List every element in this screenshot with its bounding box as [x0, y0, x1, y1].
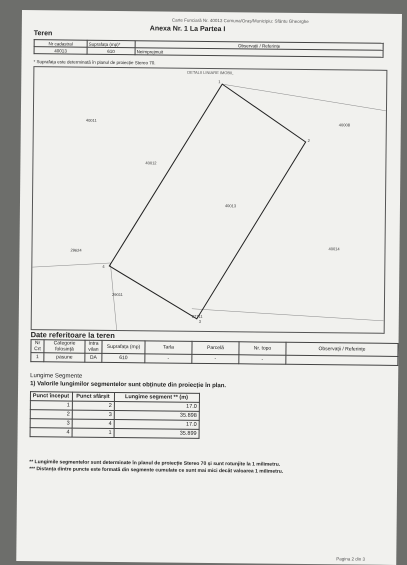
- header-punct-sfarsit: Punct sfârșit: [72, 392, 114, 401]
- document-page: [16, 10, 402, 565]
- parcel-label-40008: 40008: [338, 122, 350, 128]
- segment-end: 1: [72, 428, 114, 437]
- parcel-label-40011: 40011: [85, 117, 97, 123]
- parcel-label-29011: 29011: [112, 291, 123, 298]
- carte-funciara-header: Carte Funciară Nr. 40013 Comuna/Oraș/Municipiu: Sfântu Gheorghe: [171, 17, 309, 25]
- segment-length: 35.899: [114, 428, 199, 438]
- segment-end: 3: [72, 410, 114, 419]
- header-parcela: Parcelă: [192, 341, 239, 354]
- parcel-label-29624: 29624: [70, 247, 82, 253]
- boundary-line: [32, 262, 110, 268]
- cell-parcela: -: [192, 354, 239, 363]
- anexa-title: Anexa Nr. 1 La Partea I: [149, 25, 226, 34]
- header-intra-vilan: Intra vilan: [85, 340, 102, 353]
- vertex-label-2: 2: [307, 138, 310, 144]
- cell-observatii: Neimprejmuit: [135, 48, 383, 58]
- segment-start: 2: [30, 410, 72, 419]
- cell-tarla: -: [145, 354, 192, 363]
- boundary-line: [192, 309, 384, 321]
- cell-observatii-ref: [286, 355, 398, 365]
- header-punct-inceput: Punct început: [30, 392, 72, 401]
- segment-end: 2: [72, 401, 114, 410]
- parcel-polygon: [109, 83, 306, 320]
- header-suprafata: Suprafața (mp)*: [87, 40, 135, 48]
- header-nr-cadastral: Nr cadastral: [34, 40, 87, 48]
- header-nr-topo: Nr. topo: [239, 342, 286, 355]
- lungime-title: Lungime Segmente: [30, 373, 83, 380]
- boundary-line: [222, 84, 386, 111]
- parcel-plan: [31, 66, 388, 334]
- header-observatii: Observații / Referințe: [135, 41, 383, 51]
- header-suprafata-mp: Suprafața (mp): [102, 340, 145, 353]
- segment-end: 4: [72, 419, 114, 428]
- footnote-distanta: *** Distanța dintre puncte este formată din segmente cumulate ce sunt mai mici decât valoarea 1 milimetru.: [29, 466, 284, 475]
- cell-nr-topo: -: [239, 355, 286, 364]
- cell-nr-cadastral: 40013: [34, 47, 87, 55]
- teren-note: * Suprafața este determinată în planul de proiecție Stereo 70.: [33, 59, 156, 66]
- parcel-label-40013: 40013: [224, 203, 237, 209]
- ref-section-title: Date referitoare la teren: [30, 330, 115, 340]
- header-nr-crt: Nr Crt: [31, 340, 44, 353]
- page-number: Pagina 2 din 3: [336, 556, 366, 562]
- parcel-label-27711: 27711: [191, 313, 203, 319]
- cell-suprafata: 610: [87, 47, 135, 55]
- segment-length: 17.0: [114, 419, 199, 429]
- header-observatii-ref: Observații / Referințe: [286, 342, 398, 356]
- segment-start: 1: [30, 401, 72, 410]
- table-row: [30, 428, 199, 439]
- segment-start: 3: [30, 419, 72, 428]
- footnote-lungimi: ** Lungimile segmentelor sunt determinate în planul de proiecție Stereo 70 și sunt rotunjite la 1 milimetru.: [29, 459, 281, 468]
- vertex-label-1: 1: [218, 79, 221, 85]
- cell-categorie: pasune: [44, 353, 85, 362]
- vertex-label-4: 4: [102, 263, 105, 269]
- header-lungime: Lungime segment ** (m): [114, 392, 199, 402]
- header-categorie: Categorie folosință: [44, 340, 85, 353]
- parcel-label-40012: 40012: [145, 160, 157, 166]
- ref-table: [30, 339, 398, 366]
- parcel-drawing: [32, 67, 387, 333]
- segment-length: 35.898: [114, 410, 199, 420]
- cell-suprafata-mp: 610: [102, 353, 145, 362]
- cell-intra-vilan: DA: [85, 353, 102, 362]
- header-tarla: Tarla: [145, 341, 192, 354]
- cell-nr-crt: 1: [31, 353, 44, 362]
- teren-title: Teren: [33, 30, 53, 38]
- segment-table: [30, 391, 200, 439]
- teren-table: [34, 39, 384, 58]
- parcel-label-40014: 40014: [328, 246, 340, 252]
- plan-title: DETALII LINIARE IMOBIL: [187, 69, 234, 76]
- lungime-subtitle: 1) Valorile lungimilor segmentelor sunt obținute din proiecție în plan.: [30, 381, 227, 390]
- segment-start: 4: [30, 428, 72, 437]
- segment-length: 17.0: [114, 401, 199, 411]
- vertex-label-3: 3: [198, 318, 202, 324]
